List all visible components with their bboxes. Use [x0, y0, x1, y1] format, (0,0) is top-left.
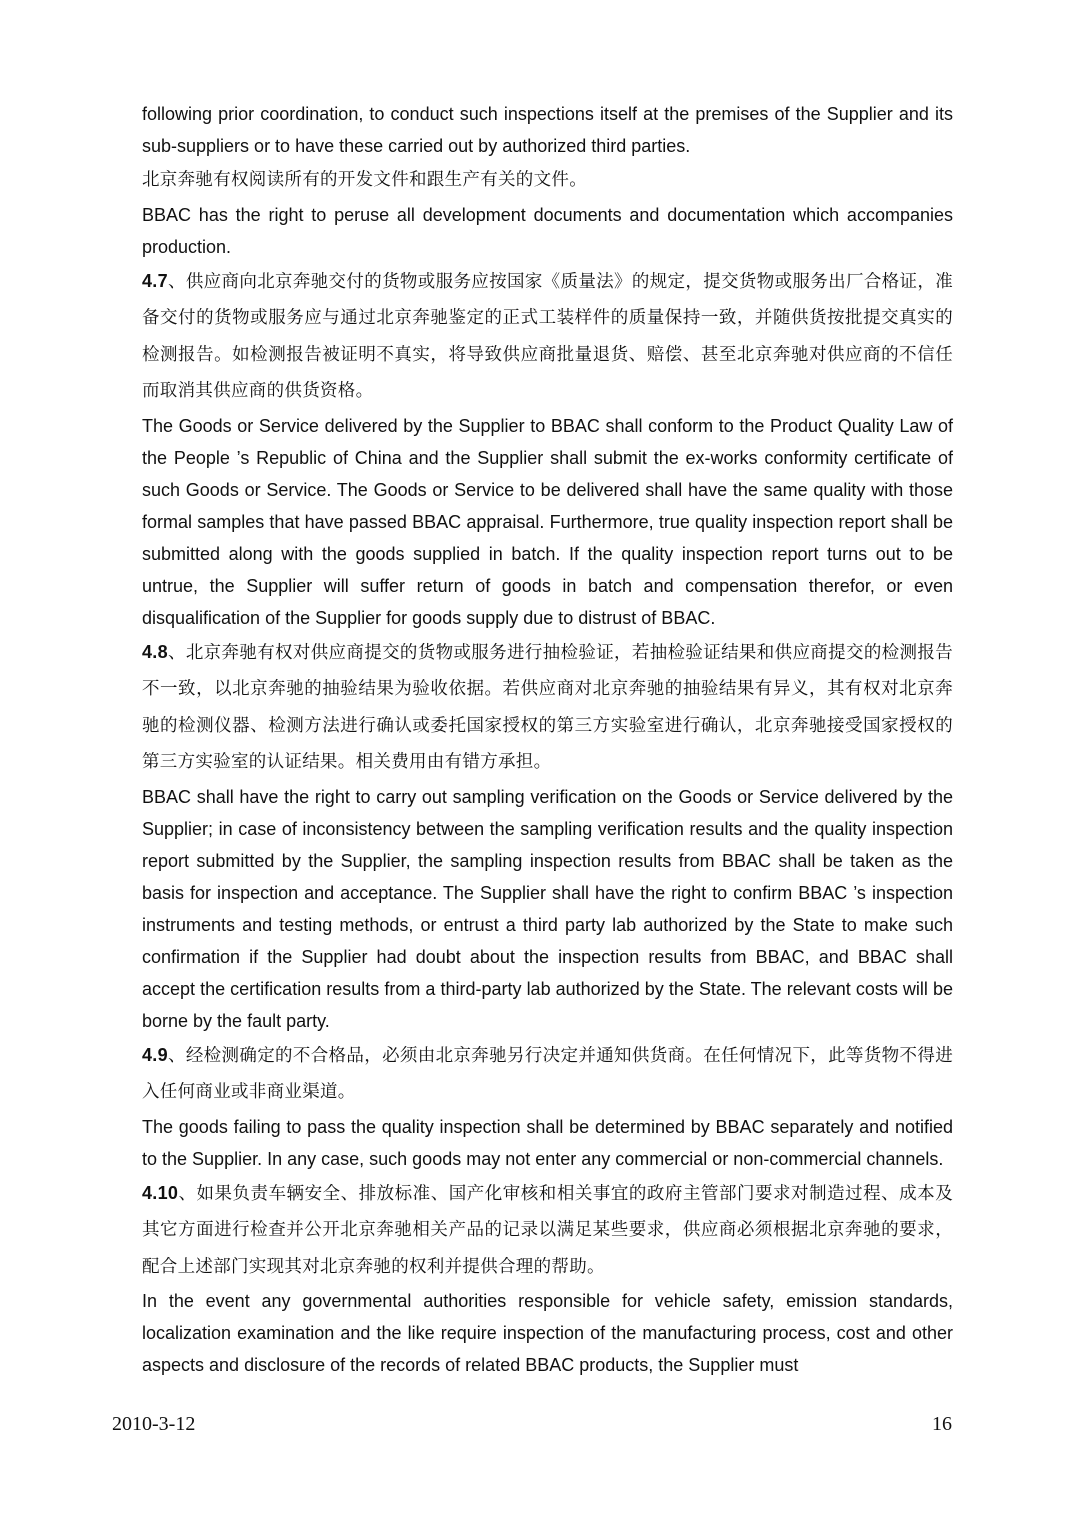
clause-text: 、北京奔驰有权对供应商提交的货物或服务进行抽检验证，若抽检验证结果和供应商提交的检测报告不一致，以北京奔驰的抽验结果为验收依据。若供应商对北京奔驰的抽验结果有异义，其有权对北京奔驰的检测仪器、检测方法进行确认或委托国家授权的第三方实验室进行确认，北京奔驰接受国家授权的第三方实验室的认证结果。相关费用由有错方承担。 — [142, 642, 953, 772]
clause-4-7-en: The Goods or Service delivered by the Supplier to BBAC shall conform to the Product Quality Law of the People ’s Republic of China and the Supplier shall submit the ex-works conformity certificate of such Goods or Service. The Goods or Service to be delivered shall have the same quality with those formal samples that have passed BBAC appraisal. Furthermore, true quality inspection report shall be submitted along with the goods supplied in batch. If the quality inspection report turns out to be untrue, the Supplier will suffer return of goods in batch and compensation therefor, or even disqualification of the Supplier for goods supply due to distrust of BBAC. — [142, 415, 953, 628]
clause-4-9-zh — [142, 1037, 953, 1111]
clause-4-9-en: The goods failing to pass the quality inspection shall be determined by BBAC separately and notified to the Supplier. In any case, such goods may not enter any commercial or non-commercial channels. — [142, 1116, 953, 1169]
clause-number: 4.7 — [142, 270, 168, 291]
clause-4-7-zh — [142, 263, 953, 410]
clause-text: 、经检测确定的不合格品，必须由北京奔驰另行决定并通知供货商。在任何情况下，此等货物不得进入任何商业或非商业渠道。 — [142, 1045, 953, 1102]
paragraph-en-2: BBAC has the right to peruse all development documents and documentation which accompanies production. — [142, 204, 953, 257]
clause-number: 4.9 — [142, 1044, 168, 1065]
clause-4-10-zh — [142, 1175, 953, 1286]
footer-date: 2010-3-12 — [112, 1413, 196, 1435]
paragraph-zh-1: 北京奔驰有权阅读所有的开发文件和跟生产有关的文件。 — [142, 170, 587, 190]
clause-text: 、供应商向北京奔驰交付的货物或服务应按国家《质量法》的规定，提交货物或服务出厂合格证，准备交付的货物或服务应与通过北京奔驰鉴定的正式工装样件的质量保持一致，并随供货按批提交真实的检测报告。如检测报告被证明不真实，将导致供应商批量退货、赔偿、甚至北京奔驰对供应商的不信任而取消其供应商的供货资格。 — [142, 271, 953, 401]
clause-text: 、如果负责车辆安全、排放标准、国产化审核和相关事宜的政府主管部门要求对制造过程、成本及其它方面进行检查并公开北京奔驰相关产品的记录以满足某些要求，供应商必须根据北京奔驰的要求，配合上述部门实现其对北京奔驰的权利并提供合理的帮助。 — [142, 1183, 953, 1277]
clause-number: 4.10 — [142, 1182, 179, 1203]
clause-number: 4.8 — [142, 641, 168, 662]
document-body — [142, 98, 953, 1381]
paragraph-en-1: following prior coordination, to conduct such inspections itself at the premises of the Supplier and its sub-suppliers or to have these carried out by authorized third parties. — [142, 104, 953, 156]
clause-4-8-en: BBAC shall have the right to carry out sampling verification on the Goods or Service delivered by the Supplier; in case of inconsistency between the sampling verification results and the quality inspection report submitted by the Supplier, the sampling inspection results from BBAC shall be taken as the basis for inspection and acceptance. The Supplier shall have the right to confirm BBAC ’s inspection instruments and testing methods, or entrust a third party lab authorized by the State to make such confirmation if the Supplier had doubt about the inspection results from BBAC, and BBAC shall accept the certification results from a third-party lab authorized by the State. The relevant costs will be borne by the fault party. — [142, 786, 953, 1031]
clause-4-10-en: In the event any governmental authorities responsible for vehicle safety, emission standards, localization examination and the like require inspection of the manufacturing process, cost and other aspects and disclosure of the records of related BBAC products, the Supplier must — [142, 1291, 953, 1375]
clause-4-8-zh — [142, 634, 953, 781]
page-number: 16 — [932, 1413, 952, 1435]
